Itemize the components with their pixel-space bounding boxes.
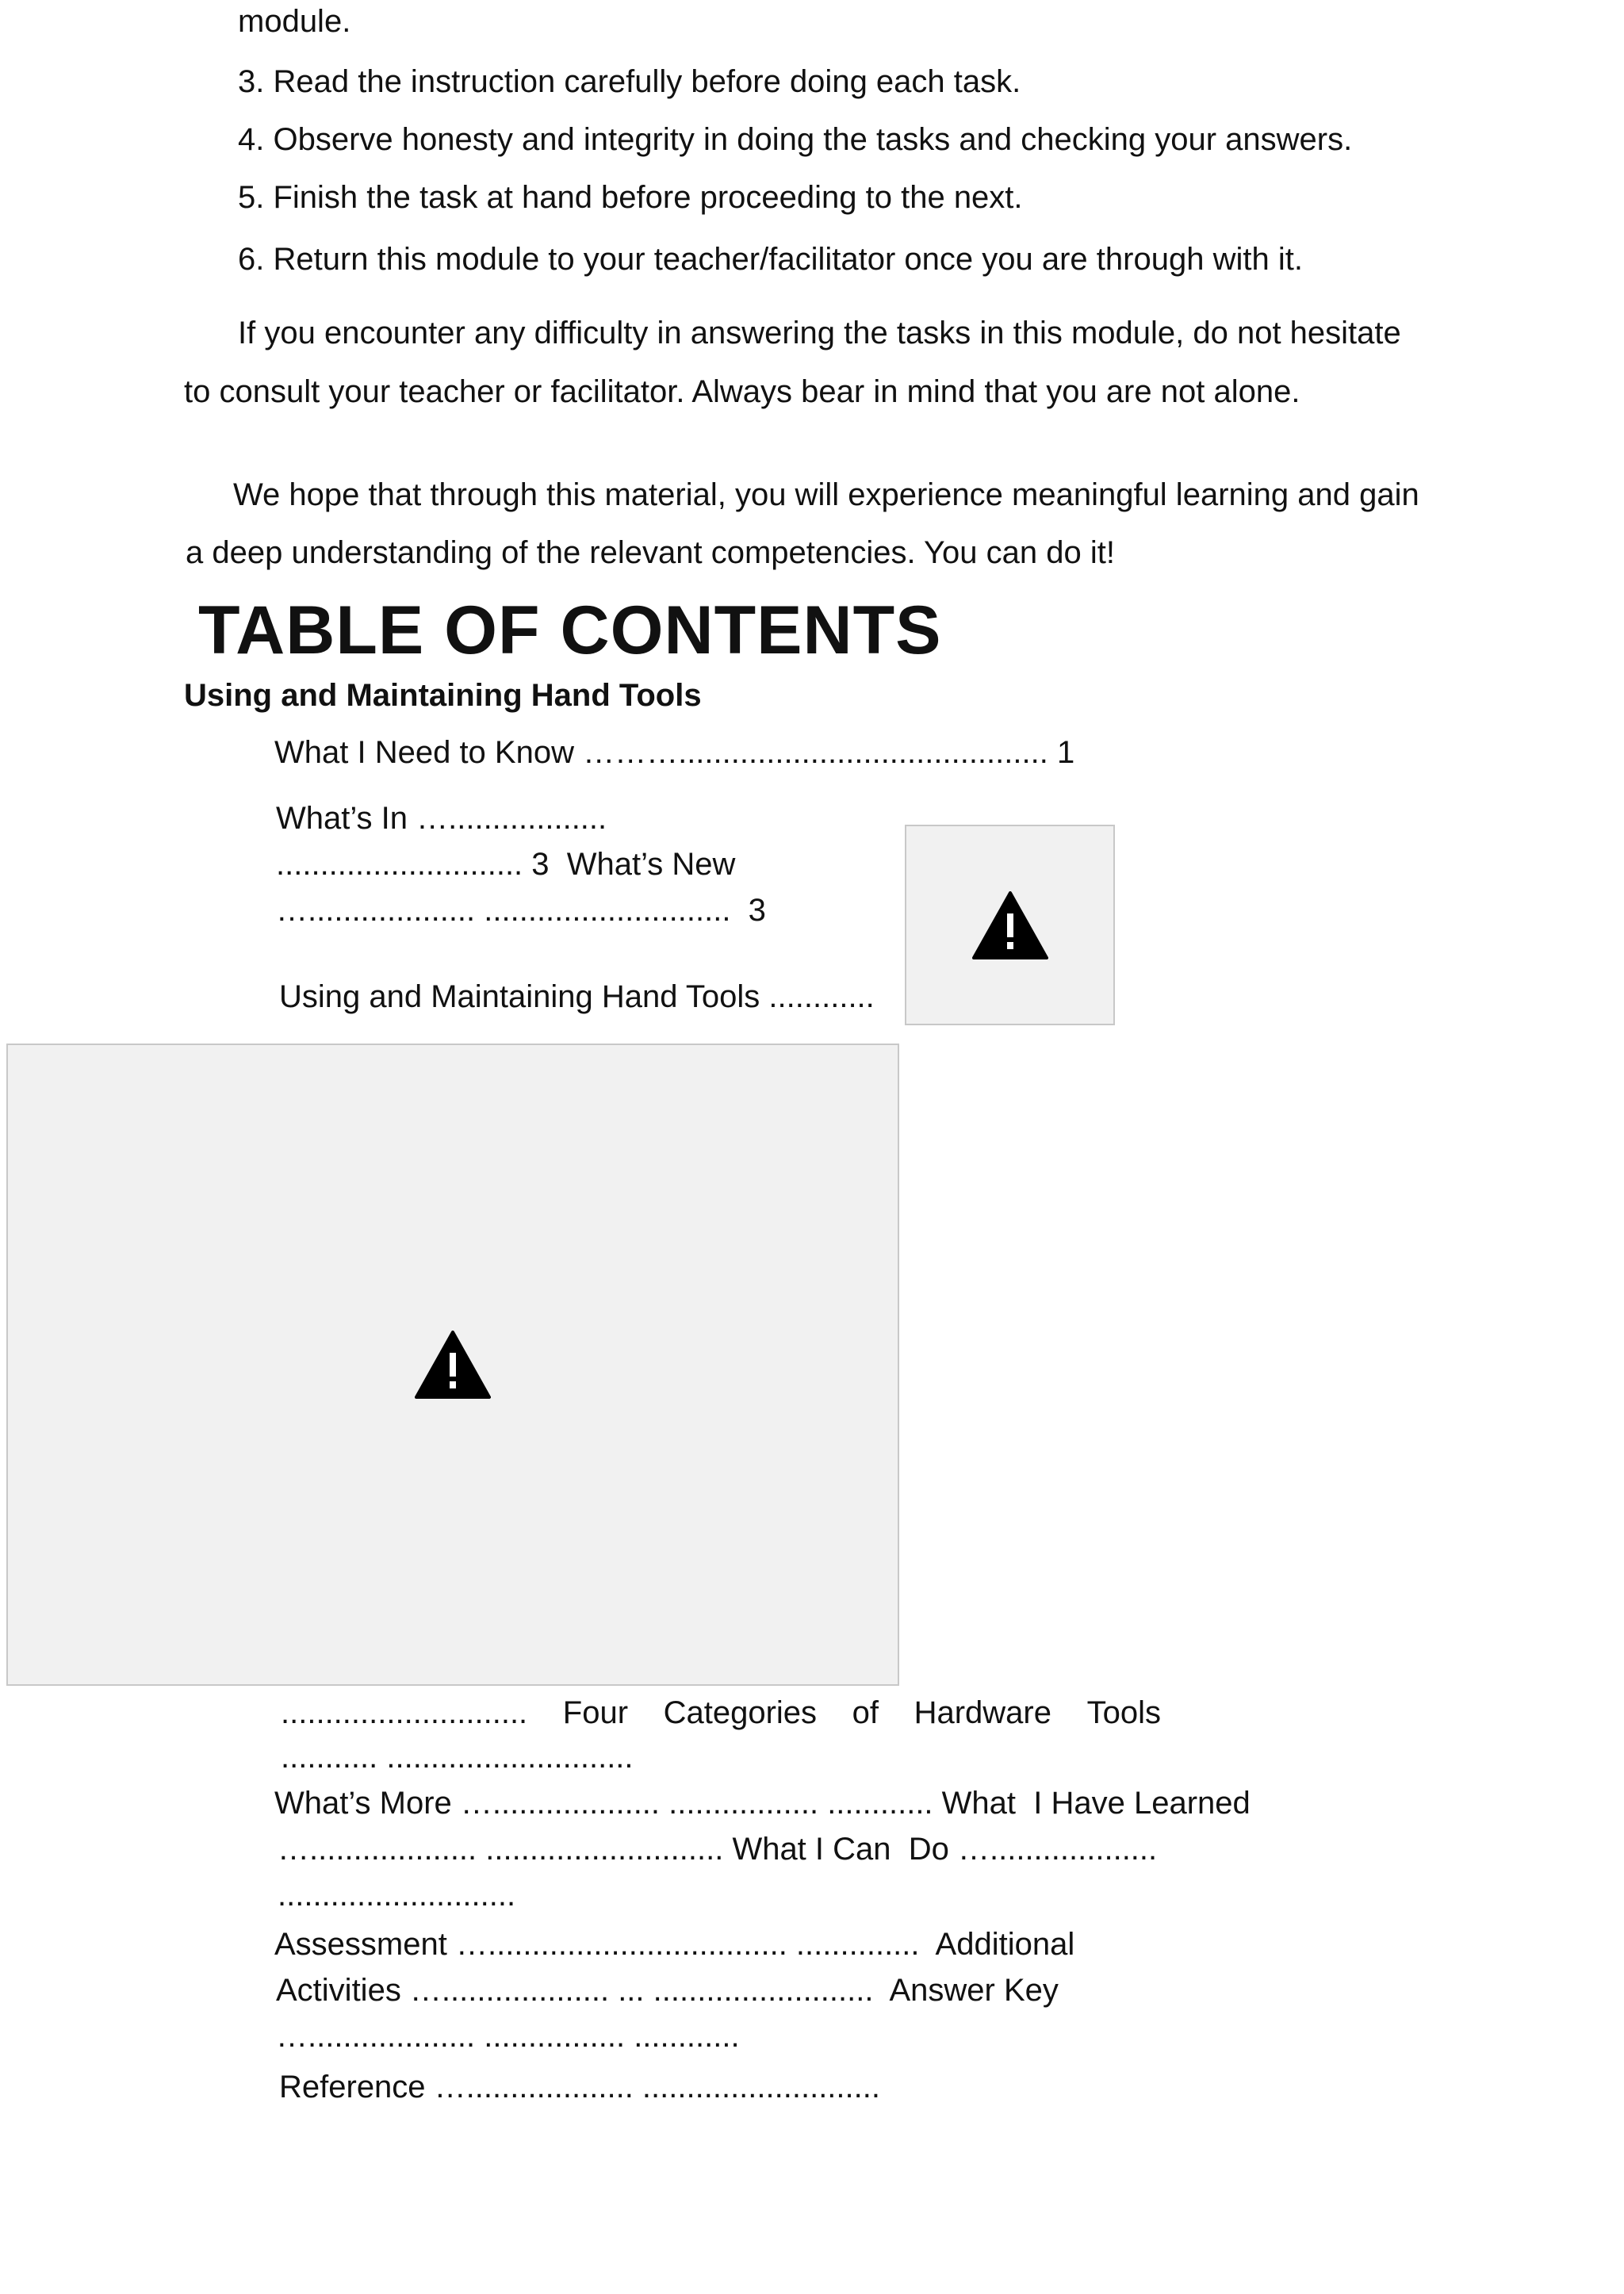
broken-image-small — [905, 825, 1115, 1025]
step-5: 5. Finish the task at hand before proceeding to the next. — [238, 180, 1023, 215]
toc-entry-reference: Reference …................... ........................... — [279, 2070, 880, 2104]
hope-paragraph-line2: a deep understanding of the relevant competencies. You can do it! — [186, 535, 1115, 570]
toc-entry-four-categories-dots: ........... ............................ — [281, 1740, 634, 1775]
toc-entry-what-i-need-to-know: What I Need to Know ……….......................................... 1 — [274, 735, 1075, 770]
step-4: 4. Observe honesty and integrity in doing the tasks and checking your answers. — [238, 122, 1353, 157]
toc-entry-whats-new-dots: …................... ............................ 3 — [276, 893, 766, 928]
step-6: 6. Return this module to your teacher/facilitator once you are through with it. — [238, 242, 1303, 277]
four-categories-word-4: Hardware — [914, 1695, 1051, 1730]
four-categories-dots: ............................ — [281, 1695, 528, 1730]
toc-entry-whats-in: What’s In ….................. — [276, 801, 607, 836]
difficulty-paragraph-line1: If you encounter any difficulty in answering the tasks in this module, do not hesitate — [238, 316, 1401, 350]
toc-entry-additional-activities: Activities …................... ... ......................... Answer Key — [276, 1973, 1059, 2008]
module-tail-text: module. — [238, 4, 351, 39]
toc-entry-whats-more: What’s More …................... ................. ............ What I Have Learned — [274, 1786, 1251, 1821]
broken-image-large — [6, 1044, 899, 1686]
four-categories-word-1: Four — [562, 1695, 629, 1730]
toc-entry-assessment: Assessment ….................................. .............. Additional — [274, 1927, 1075, 1962]
toc-entry-using-maintaining: Using and Maintaining Hand Tools ............ — [279, 979, 875, 1014]
toc-entry-what-i-can-do-dots: ........................... — [278, 1878, 516, 1913]
toc-title: TABLE OF CONTENTS — [198, 592, 942, 668]
toc-entry-answer-key-dots: …................... ................ ............ — [276, 2019, 740, 2054]
toc-entry-what-i-can-do: …................... ........................... What I Can Do …................... — [278, 1832, 1158, 1867]
toc-subtitle: Using and Maintaining Hand Tools — [184, 678, 702, 713]
toc-entry-four-categories — [281, 1694, 1161, 1732]
four-categories-word-2: Categories — [663, 1695, 818, 1730]
four-categories-word-5: Tools — [1086, 1695, 1161, 1730]
warning-icon — [415, 1331, 491, 1399]
toc-entry-whats-new: ............................ 3 What’s New — [276, 847, 736, 882]
four-categories-word-3: of — [852, 1695, 879, 1730]
hope-paragraph-line1: We hope that through this material, you will experience meaningful learning and gain — [233, 477, 1419, 512]
warning-icon — [972, 891, 1048, 959]
difficulty-paragraph-line2: to consult your teacher or facilitator. Always bear in mind that you are not alone. — [184, 374, 1300, 409]
step-3: 3. Read the instruction carefully before doing each task. — [238, 64, 1021, 99]
